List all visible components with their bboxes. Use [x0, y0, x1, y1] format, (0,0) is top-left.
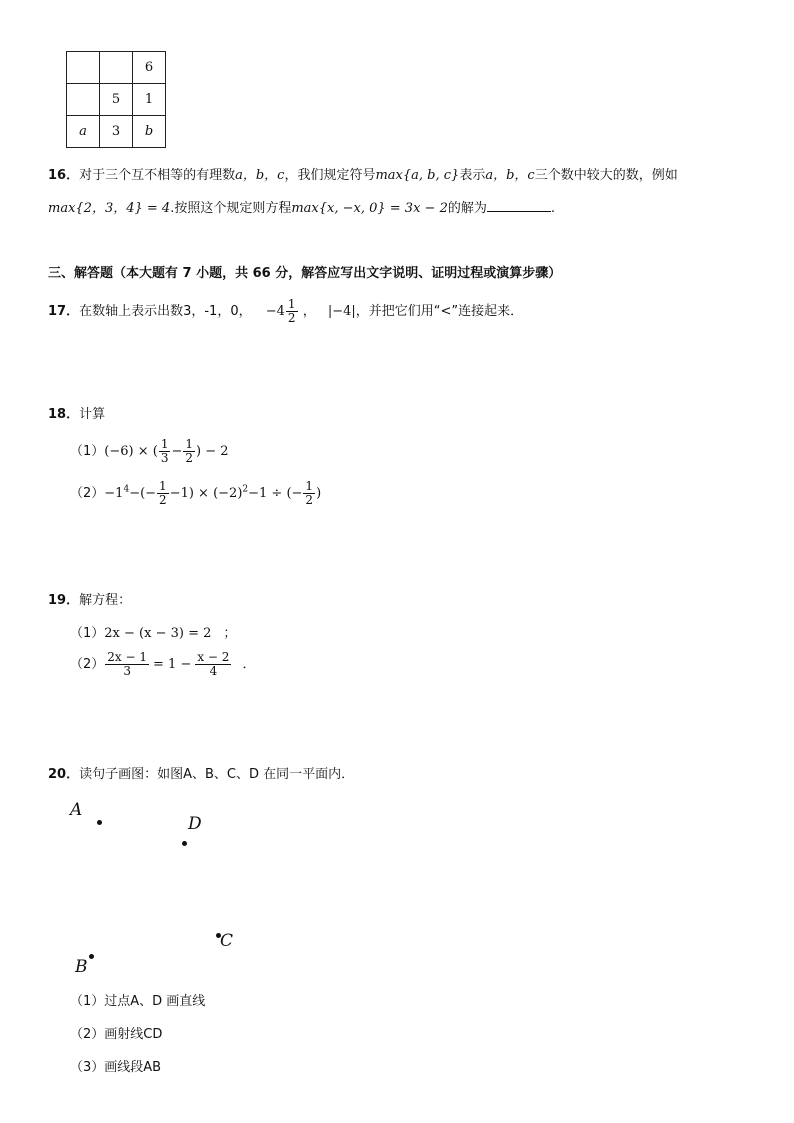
expr: −1 — [104, 486, 124, 501]
grid-cell: a — [67, 116, 100, 148]
fraction-denominator: 4 — [209, 664, 218, 678]
q16-line2 — [48, 197, 555, 216]
part-label: （1） — [70, 626, 105, 641]
question-number: 17． — [48, 304, 80, 319]
q19-part1 — [70, 622, 236, 641]
q16-equation: max{x, −x, 0} = 3x − 2 — [291, 201, 448, 216]
q16-example: max{2，3，4} = 4 — [48, 201, 171, 216]
grid-cell: 6 — [133, 52, 166, 84]
grid-cell: 3 — [100, 116, 133, 148]
fraction-denominator: 3 — [160, 451, 169, 465]
q16-vars: a，b，c — [485, 168, 535, 183]
point-label-c: C — [220, 931, 234, 951]
point-label-a: A — [70, 800, 83, 820]
number-grid — [66, 51, 166, 148]
q19-part2 — [70, 651, 255, 678]
fraction-numerator: 1 — [159, 479, 167, 493]
q20-line — [48, 763, 354, 782]
q19-title-text: 解方程： — [79, 593, 132, 608]
q17-text: ，并把它们用“<”连接起来． — [355, 304, 524, 319]
q18-title-text: 计算 — [79, 407, 106, 422]
punct: ； — [223, 626, 237, 641]
q16-vars: a，b，c — [235, 168, 285, 183]
expr: ) − 2 — [196, 444, 229, 459]
q16-text: 对于三个互不相等的有理数 — [79, 168, 236, 183]
fraction-denominator: 2 — [305, 493, 314, 507]
q16-text: 三个数中较大的数，例如 — [534, 168, 678, 183]
fraction-numerator: x − 2 — [197, 650, 230, 664]
section-title: 三、解答题（本大题有 7 小题，共 66 分，解答应写出文字说明、证明过程或演算步骤） — [48, 266, 562, 281]
fraction-numerator: 1 — [160, 437, 169, 451]
q16-end: . — [550, 201, 555, 216]
expr: −1 ÷ (− — [248, 486, 303, 501]
absolute-value: |−4| — [327, 304, 356, 319]
grid-cell: 5 — [100, 84, 133, 116]
fraction-numerator: 1 — [287, 297, 296, 311]
expr: −(− — [129, 486, 157, 501]
q20-text: 读句子画图：如图A、B、C、D 在同一平面内． — [79, 767, 355, 782]
q16-line1 — [48, 164, 678, 183]
equation: = 1 − — [153, 657, 192, 672]
question-number: 16． — [48, 168, 80, 183]
fraction-denominator: 2 — [287, 311, 296, 325]
q20-item-2: （2）画射线CD — [70, 1027, 163, 1042]
q20-item-3: （3）画线段AB — [70, 1060, 162, 1075]
mixed-number-whole: −4 — [265, 304, 285, 319]
part-label: （2） — [70, 657, 105, 672]
q18-title — [48, 403, 105, 422]
answer-blank[interactable] — [487, 199, 551, 212]
grid-cell — [67, 52, 100, 84]
q16-text: ，我们规定符号 — [284, 168, 376, 183]
point-label-d: D — [188, 814, 202, 834]
fraction-numerator: 1 — [305, 479, 314, 493]
q16-text: .按照这个规定则方程 — [170, 201, 292, 216]
grid-cell — [100, 52, 133, 84]
exponent: 4 — [123, 484, 130, 495]
expr: − — [171, 444, 183, 459]
q18-part1 — [70, 438, 229, 465]
expr: ) — [316, 486, 322, 501]
exponent: 2 — [242, 484, 249, 495]
point-b-dot — [89, 954, 94, 959]
question-number: 18． — [48, 407, 80, 422]
grid-cell: 1 — [133, 84, 166, 116]
fraction-denominator: 2 — [185, 451, 194, 465]
punct: ． — [242, 657, 256, 672]
point-label-b: B — [75, 957, 88, 977]
point-a-dot — [97, 820, 102, 825]
q19-title — [48, 589, 131, 608]
part-label: （1） — [70, 444, 105, 459]
fraction-numerator: 2x − 1 — [107, 650, 148, 664]
q18-part2 — [70, 480, 321, 507]
fraction-denominator: 2 — [159, 493, 167, 507]
question-number: 19． — [48, 593, 80, 608]
q20-item-1: （1）过点A、D 画直线 — [70, 994, 206, 1009]
fraction-numerator: 1 — [185, 437, 194, 451]
grid-cell: b — [133, 116, 166, 148]
q16-text: 的解为 — [447, 201, 487, 216]
fraction-denominator: 3 — [123, 664, 131, 678]
expr: (−6) × ( — [104, 444, 158, 459]
separator: ， — [302, 304, 316, 319]
grid-cell — [67, 84, 100, 116]
q16-text: 表示 — [459, 168, 486, 183]
q16-max-symbol: max{a, b, c} — [375, 168, 460, 183]
question-number: 20． — [48, 767, 80, 782]
q17-line — [48, 298, 523, 325]
equation: 2x − (x − 3) = 2 — [104, 626, 212, 641]
q17-text: 在数轴上表示出数3，-1，0， — [79, 304, 252, 319]
expr: −1) × (−2) — [169, 486, 243, 501]
point-d-dot — [182, 841, 187, 846]
part-label: （2） — [70, 486, 105, 501]
